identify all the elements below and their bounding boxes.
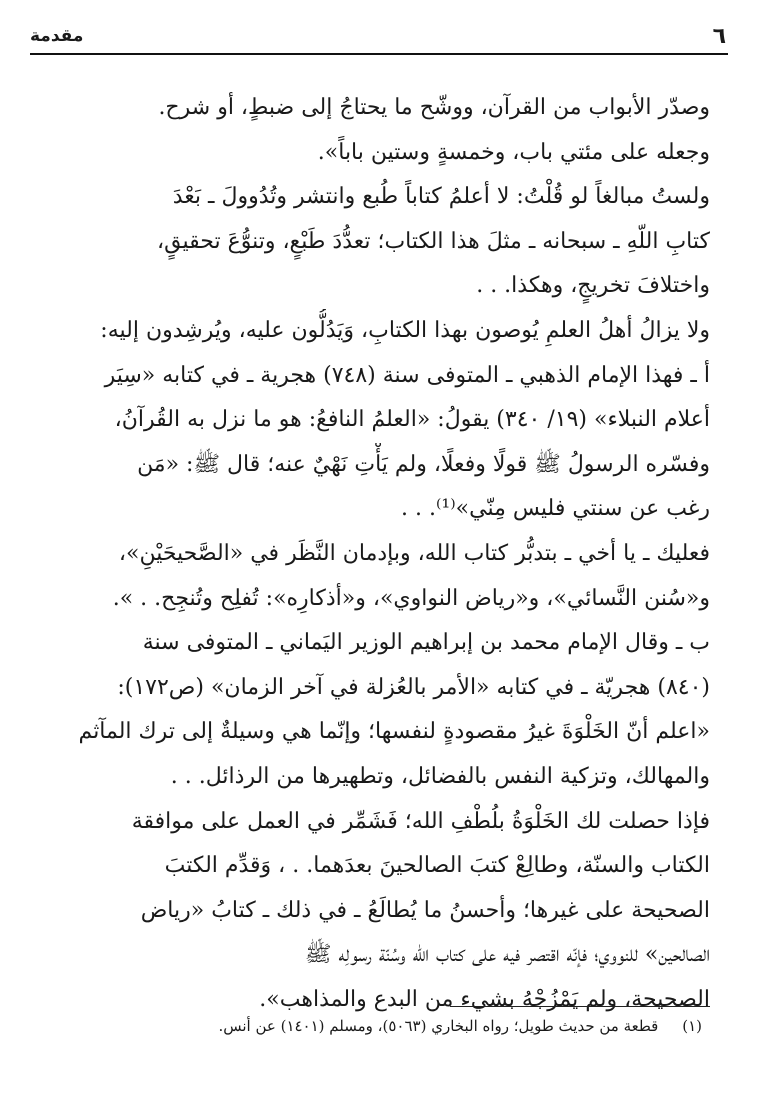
- header-rule: [30, 53, 728, 55]
- main-text: [44, 86, 710, 1022]
- footnote-text: قطعة من حديث طويل؛ رواه البخاري (٥٠٦٣)، ومسلم (١٤٠١) عن أنس.: [218, 1017, 659, 1035]
- text-line: الصحيحة، ولم يَمْزُجْهُ بشيء من البدع والمذاهب».: [259, 986, 710, 1012]
- text-line: فعليك ـ يا أخي ـ بتدبُّر كتاب الله، وبإدمان النَّظَر في «الصَّحيحَيْنِ»،: [118, 540, 710, 566]
- text-line: ولا يزالُ أهلُ العلمِ يُوصون بهذا الكتابِ، وَيَدُلُّون عليه، ويُرشِدون إليه:: [100, 317, 710, 343]
- footnote-number: (١): [682, 1017, 702, 1035]
- text-line: كتابِ اللّهِ ـ سبحانه ـ مثلَ هذا الكتاب؛ تعدُّدَ طَبْعٍ، وتنوُّعَ تحقيقٍ،: [157, 228, 710, 254]
- page-header: [30, 22, 726, 50]
- text-line: الصحيحة على غيرها؛ وأحسنُ ما يُطالَعُ ـ في ذلك ـ كتابُ «رياض: [140, 897, 710, 923]
- text-line: ولستُ مبالغاً لو قُلْتُ: لا أعلمُ كتاباً طُبع وانتشر وتُدُوولَ ـ بَعْدَ: [172, 184, 710, 210]
- text-line: «اعلم أنّ الخَلْوَةَ غيرُ مقصودةٍ لنفسها؛ وإنّما هي وسيلةٌ إلى ترك المآثم: [78, 719, 710, 745]
- text-line: وصدّر الأبواب من القرآن، ووشّح ما يحتاجُ إلى ضبطٍ، أو شرح.: [158, 95, 710, 120]
- text-line: أعلام النبلاء» (١٩/ ٣٤٠) يقولُ: «العلمُ النافعُ: هو ما نزل به القُرآنُ،: [114, 407, 710, 433]
- text-line: وجعله على مئتي باب، وخمسةٍ وستين باباً».: [317, 139, 710, 165]
- text-line: الصالحين» للنووي؛ فإنّه اقتصر فيه على كتاب الله وسُنّة رسولِه ﷺ: [304, 942, 710, 968]
- text-line: وفسّره الرسولُ ﷺ قولًا وفعلًا، ولم يَأْتِ نَهْيٌ عنه؛ قال ﷺ: «مَن: [137, 451, 710, 477]
- page-number: ٦: [712, 23, 726, 49]
- text-line: واختلافَ تخريجٍ، وهكذا. . .: [476, 273, 710, 299]
- text-line: رغب عن سنتي فليس مِنّي»⁽¹⁾. . .: [401, 496, 710, 522]
- text-line: و«سُنن النَّسائي»، و«رياض النواوي»، و«أذكارِه»: تُفلِح وتُنجِح. . ».: [112, 585, 710, 611]
- text-line: ب ـ وقال الإمام محمد بن إبراهيم الوزير اليَماني ـ المتوفى سنة: [142, 630, 710, 656]
- text-line: والمهالك، وتزكية النفس بالفضائل، وتطهيرها من الرذائل. . .: [170, 763, 710, 789]
- text-line: أ ـ فهذا الإمام الذهبي ـ المتوفى سنة (٧٤٨) هجرية ـ في كتابه «سِيَر: [104, 362, 710, 388]
- footnote-rule: [450, 1006, 710, 1007]
- footnote: [44, 1014, 702, 1038]
- text-line: الكتاب والسنّة، وطالِعْ كتبَ الصالحينَ بعدَهما. . ، وَقدِّم الكتبَ: [164, 853, 710, 879]
- running-title: مقدمة: [30, 26, 84, 46]
- text-line: فإذا حصلت لك الخَلْوَةُ بلُطْفِ الله؛ فَشَمِّر في العمل على موافقة: [131, 808, 710, 834]
- text-line: (٨٤٠) هجريّة ـ في كتابه «الأمر بالعُزلة في آخر الزمان» (ص١٧٢):: [117, 674, 710, 700]
